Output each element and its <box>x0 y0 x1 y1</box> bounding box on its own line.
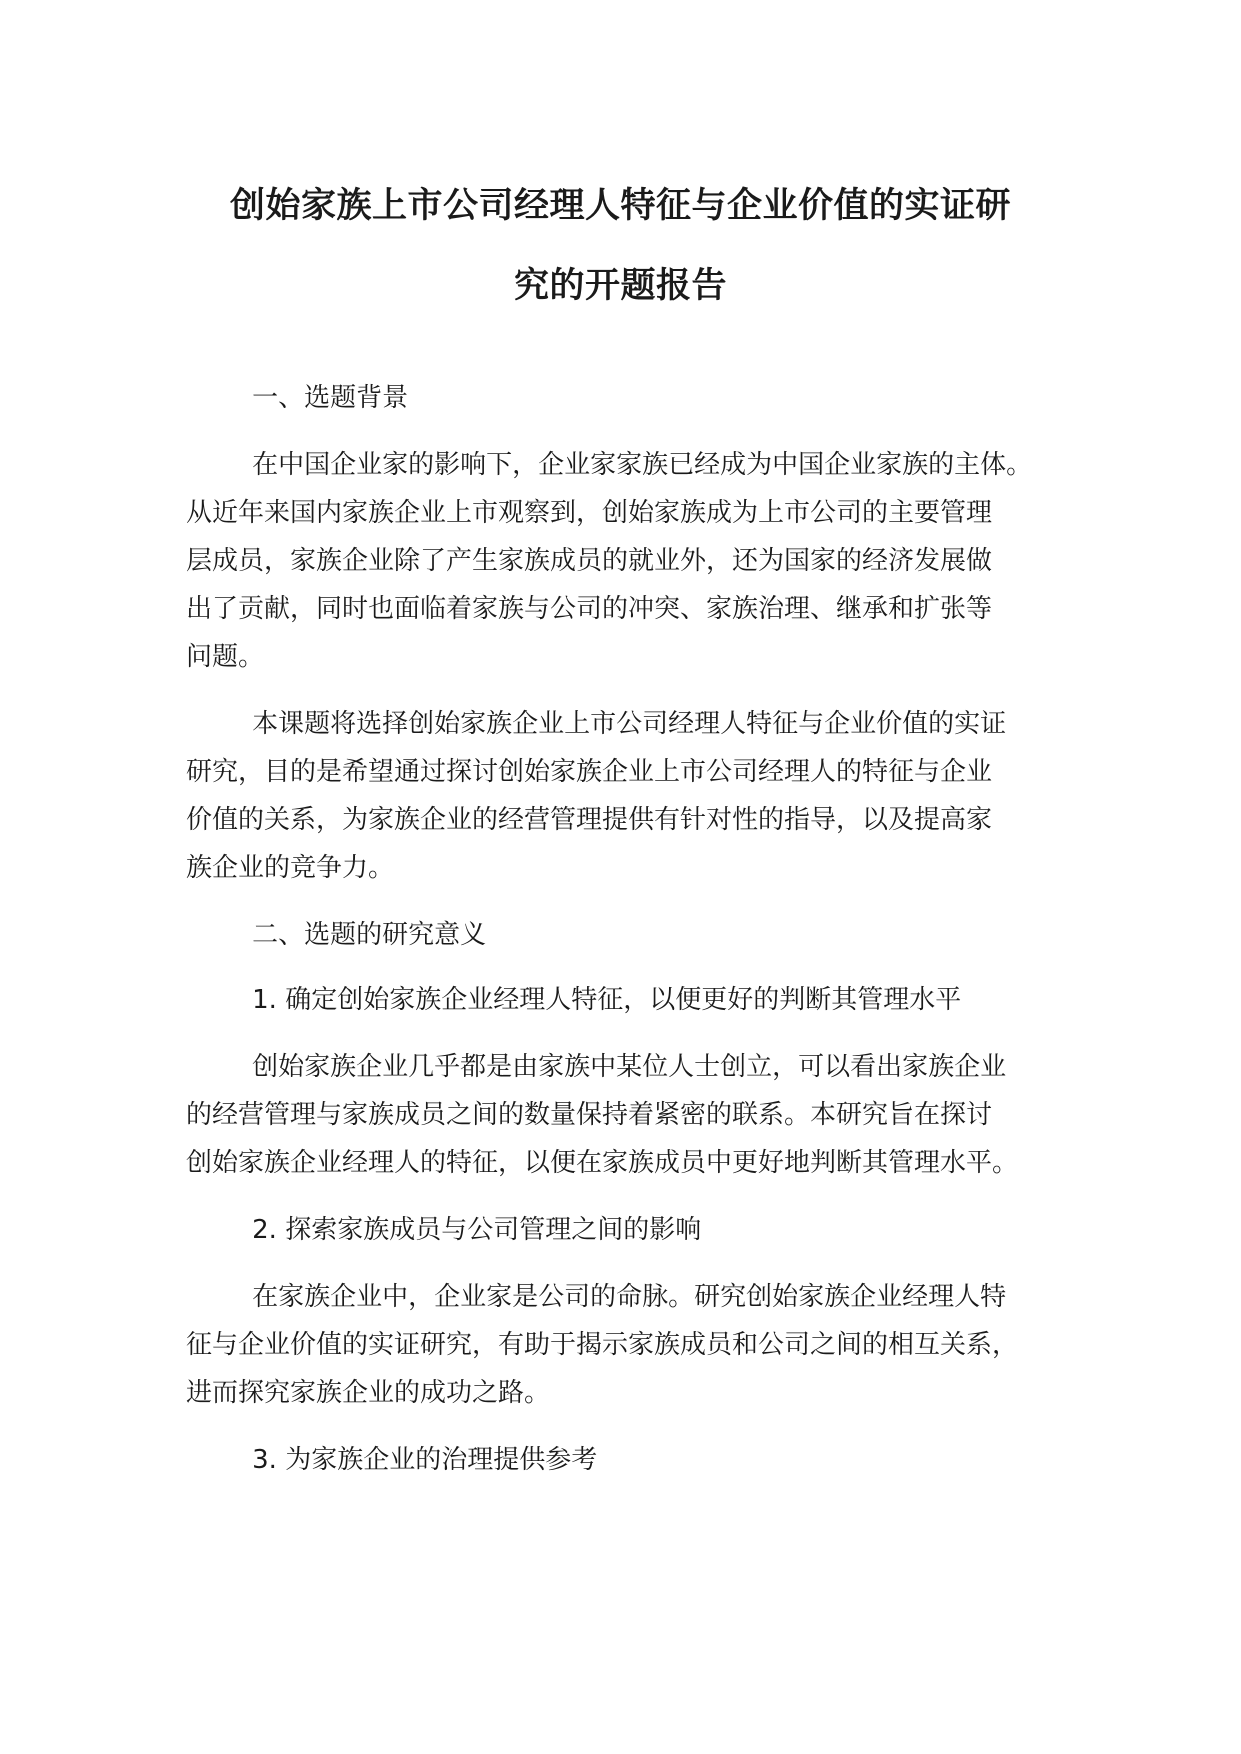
paragraph-line: 进而探究家族企业的成功之路。 <box>186 1378 551 1408</box>
paragraph-line: 出了贡献，同时也面临着家族与公司的冲突、家族治理、继承和扩张等 <box>186 594 993 624</box>
paragraph-line: 研究，目的是希望通过探讨创始家族企业上市公司经理人的特征与企业 <box>186 757 993 787</box>
document-title-line-1: 创始家族上市公司经理人特征与企业价值的实证研 <box>229 186 1011 226</box>
paragraph-line: 创始家族企业几乎都是由家族中某位人士创立，可以看出家族企业 <box>186 1052 1007 1082</box>
document-title-line-2: 究的开题报告 <box>513 266 727 306</box>
subheading-2: 2. 探索家族成员与公司管理之间的影响 <box>186 1215 702 1245</box>
paragraph-line: 在家族企业中，企业家是公司的命脉。研究创始家族企业经理人特 <box>186 1282 1007 1312</box>
paragraph-line: 创始家族企业经理人的特征，以便在家族成员中更好地判断其管理水平。 <box>186 1148 1019 1178</box>
paragraph-line: 层成员，家族企业除了产生家族成员的就业外，还为国家的经济发展做 <box>186 546 993 576</box>
paragraph-line: 在中国企业家的影响下，企业家家族已经成为中国企业家族的主体。 <box>186 450 1033 480</box>
paragraph-line: 征与企业价值的实证研究，有助于揭示家族成员和公司之间的相互关系， <box>186 1330 1019 1360</box>
paragraph-line: 从近年来国内家族企业上市观察到，创始家族成为上市公司的主要管理 <box>186 498 993 528</box>
subheading-1: 1. 确定创始家族企业经理人特征，以便更好的判断其管理水平 <box>186 985 962 1015</box>
paragraph-line: 的经营管理与家族成员之间的数量保持着紧密的联系。本研究旨在探讨 <box>186 1100 993 1130</box>
paragraph-line: 本课题将选择创始家族企业上市公司经理人特征与企业价值的实证 <box>186 709 1007 739</box>
section-heading-background: 一、选题背景 <box>186 383 409 413</box>
section-heading-significance: 二、选题的研究意义 <box>186 920 487 950</box>
paragraph-line: 价值的关系，为家族企业的经营管理提供有针对性的指导，以及提高家 <box>186 805 993 835</box>
paragraph-line: 问题。 <box>186 642 265 672</box>
subheading-3: 3. 为家族企业的治理提供参考 <box>186 1445 598 1475</box>
paragraph-line: 族企业的竞争力。 <box>186 853 395 883</box>
